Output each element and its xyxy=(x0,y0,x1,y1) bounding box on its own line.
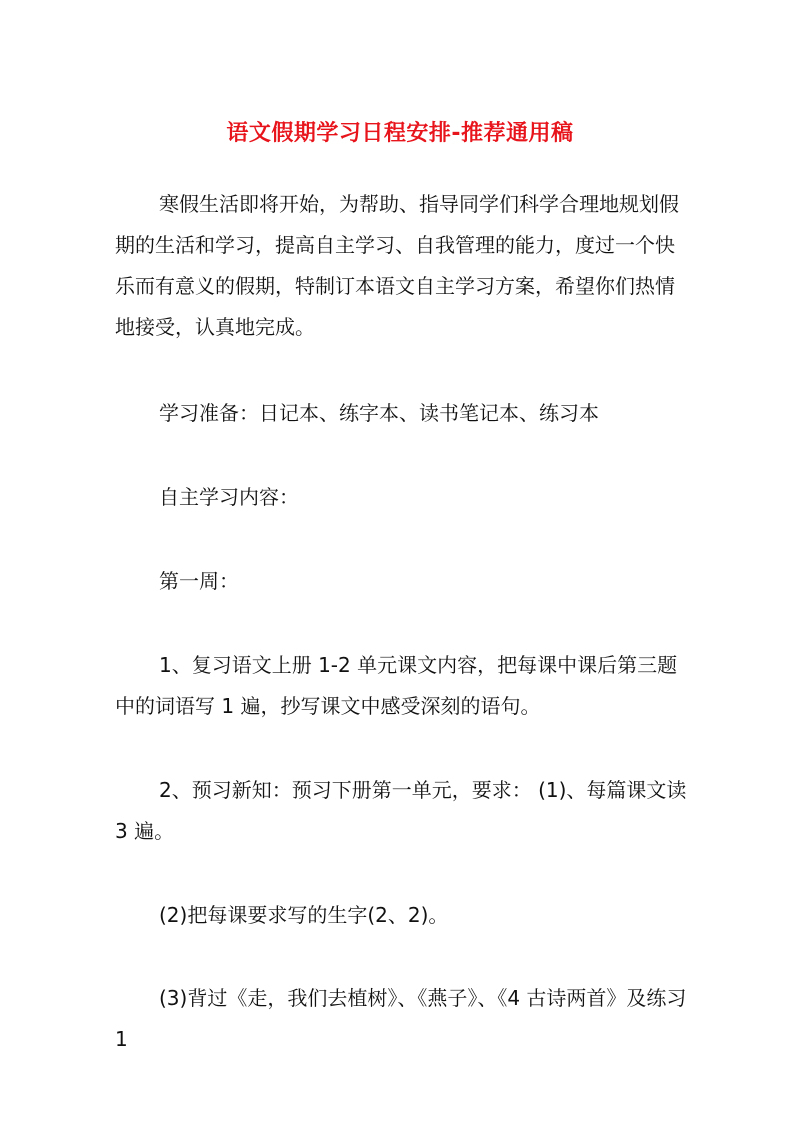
list-item-2: 2、预习新知：预习下册第一单元，要求： (1)、每篇课文读 3 遍。 xyxy=(115,778,687,843)
preparation-paragraph: 学习准备：日记本、练字本、读书笔记本、练习本 xyxy=(159,401,599,425)
content-heading: 自主学习内容： xyxy=(159,485,299,509)
list-item-3: (2)把每课要求写的生字(2、2)。 xyxy=(159,903,449,927)
intro-paragraph: 寒假生活即将开始，为帮助、指导同学们科学合理地规划假期的生活和学习，提高自主学习、自我管理的能力，度过一个快乐而有意义的假期，特制订本语文自主学习方案，希望你们热情地接受，认真地完成。 xyxy=(115,192,679,339)
week1-heading: 第一周： xyxy=(159,569,239,593)
document-title: 语文假期学习日程安排-推荐通用稿 xyxy=(226,120,574,146)
list-item-1: 1、复习语文上册 1-2 单元课文内容，把每课中课后第三题中的词语写 1 遍，抄写课文中感受深刻的语句。 xyxy=(115,653,678,718)
list-item-4: (3)背过《走，我们去植树》、《燕子》、《4 古诗两首》及练习 1 xyxy=(115,986,687,1051)
